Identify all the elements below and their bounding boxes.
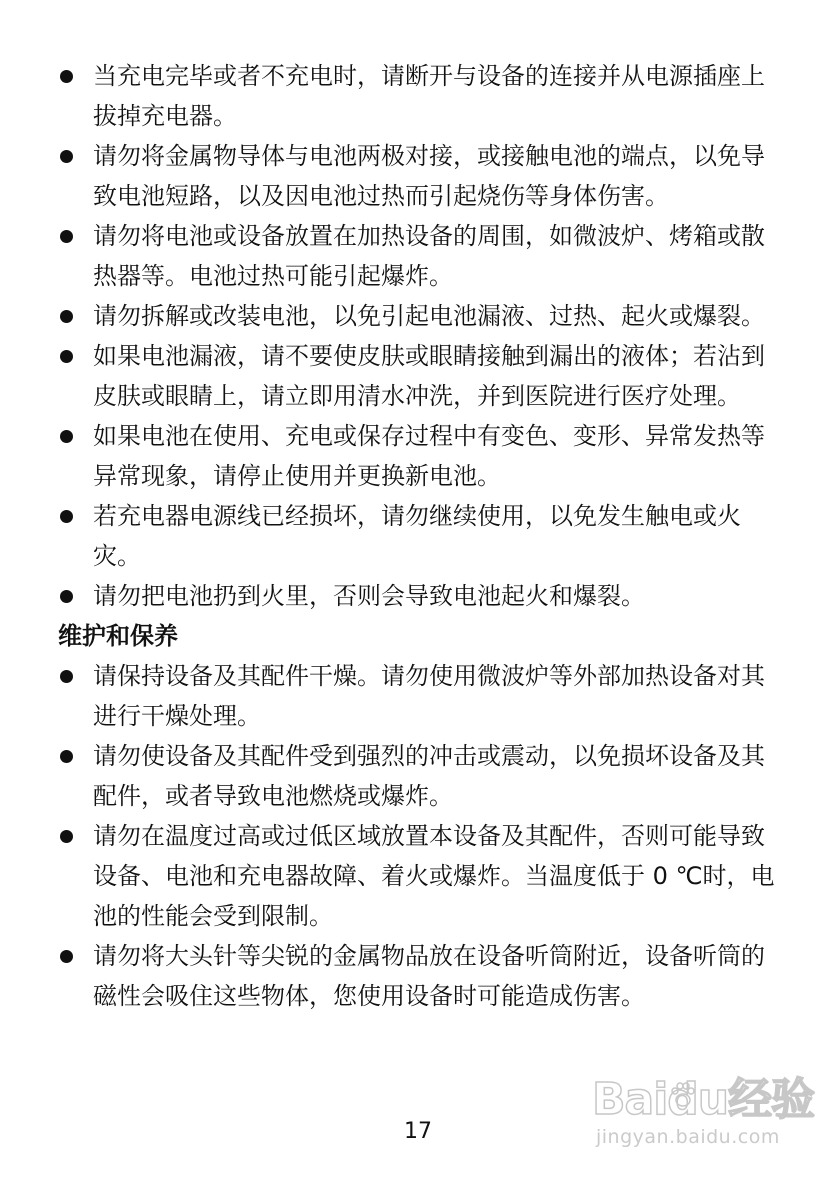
page-number: 17 [404,1119,432,1144]
watermark-brand: Baidu经验 [592,1074,815,1125]
list-item-text: 请勿拆解或改装电池，以免引起电池漏液、过热、起火或爆裂。 [93,302,765,330]
paw-icon [668,1080,698,1110]
bullet-icon [60,830,73,843]
list-item-text: 请保持设备及其配件干燥。请勿使用微波炉等外部加热设备对其进行干燥处理。 [93,662,765,730]
page-content [58,56,778,1016]
list-item-text: 请勿使设备及其配件受到强烈的冲击或震动，以免损坏设备及其配件，或者导致电池燃烧或爆炸。 [93,742,765,810]
bullet-icon [60,230,73,243]
list-item-text: 当充电完毕或者不充电时，请断开与设备的连接并从电源插座上拔掉充电器。 [93,62,765,130]
watermark-url: jingyan.baidu.com [596,1126,780,1148]
list-item [58,816,778,936]
bullet-icon [60,150,73,163]
list-item [58,216,778,296]
bullet-icon [60,70,73,83]
list-item [58,416,778,496]
bullet-icon [60,590,73,603]
bullet-icon [60,510,73,523]
baidu-watermark [588,1074,828,1154]
list-item [58,296,778,336]
list-item-text: 如果电池漏液，请不要使皮肤或眼睛接触到漏出的液体；若沾到皮肤或眼睛上，请立即用清水冲洗，并到医院进行医疗处理。 [93,342,765,410]
list-item-text: 请勿将金属物导体与电池两极对接，或接触电池的端点，以免导致电池短路，以及因电池过热而引起烧伤等身体伤害。 [93,142,765,210]
list-item [58,136,778,216]
bullet-icon [60,750,73,763]
bullet-icon [60,350,73,363]
list-item [58,56,778,136]
bullet-icon [60,670,73,683]
list-item-text: 如果电池在使用、充电或保存过程中有变色、变形、异常发热等异常现象，请停止使用并更换新电池。 [93,422,765,490]
list-item-text: 请勿将电池或设备放置在加热设备的周围，如微波炉、烤箱或散热器等。电池过热可能引起爆炸。 [93,222,765,290]
list-item [58,576,778,616]
list-item [58,936,778,1016]
list-item-text: 请勿把电池扔到火里，否则会导致电池起火和爆裂。 [93,582,645,610]
list-item [58,336,778,416]
list-item-text: 若充电器电源线已经损坏，请勿继续使用，以免发生触电或火灾。 [93,502,741,570]
list-item-text: 请勿将大头针等尖锐的金属物品放在设备听筒附近，设备听筒的磁性会吸住这些物体，您使用设备时可能造成伤害。 [93,942,765,1010]
bullet-icon [60,950,73,963]
list-item [58,656,778,736]
maintenance-list [58,656,778,1016]
bullet-icon [60,430,73,443]
battery-safety-list [58,56,778,616]
section-title-maintenance: 维护和保养 [58,622,178,650]
list-item [58,496,778,576]
list-item-text: 请勿在温度过高或过低区域放置本设备及其配件，否则可能导致设备、电池和充电器故障、着火或爆炸。当温度低于 0 ℃时，电池的性能会受到限制。 [93,822,775,930]
bullet-icon [60,310,73,323]
list-item [58,736,778,816]
